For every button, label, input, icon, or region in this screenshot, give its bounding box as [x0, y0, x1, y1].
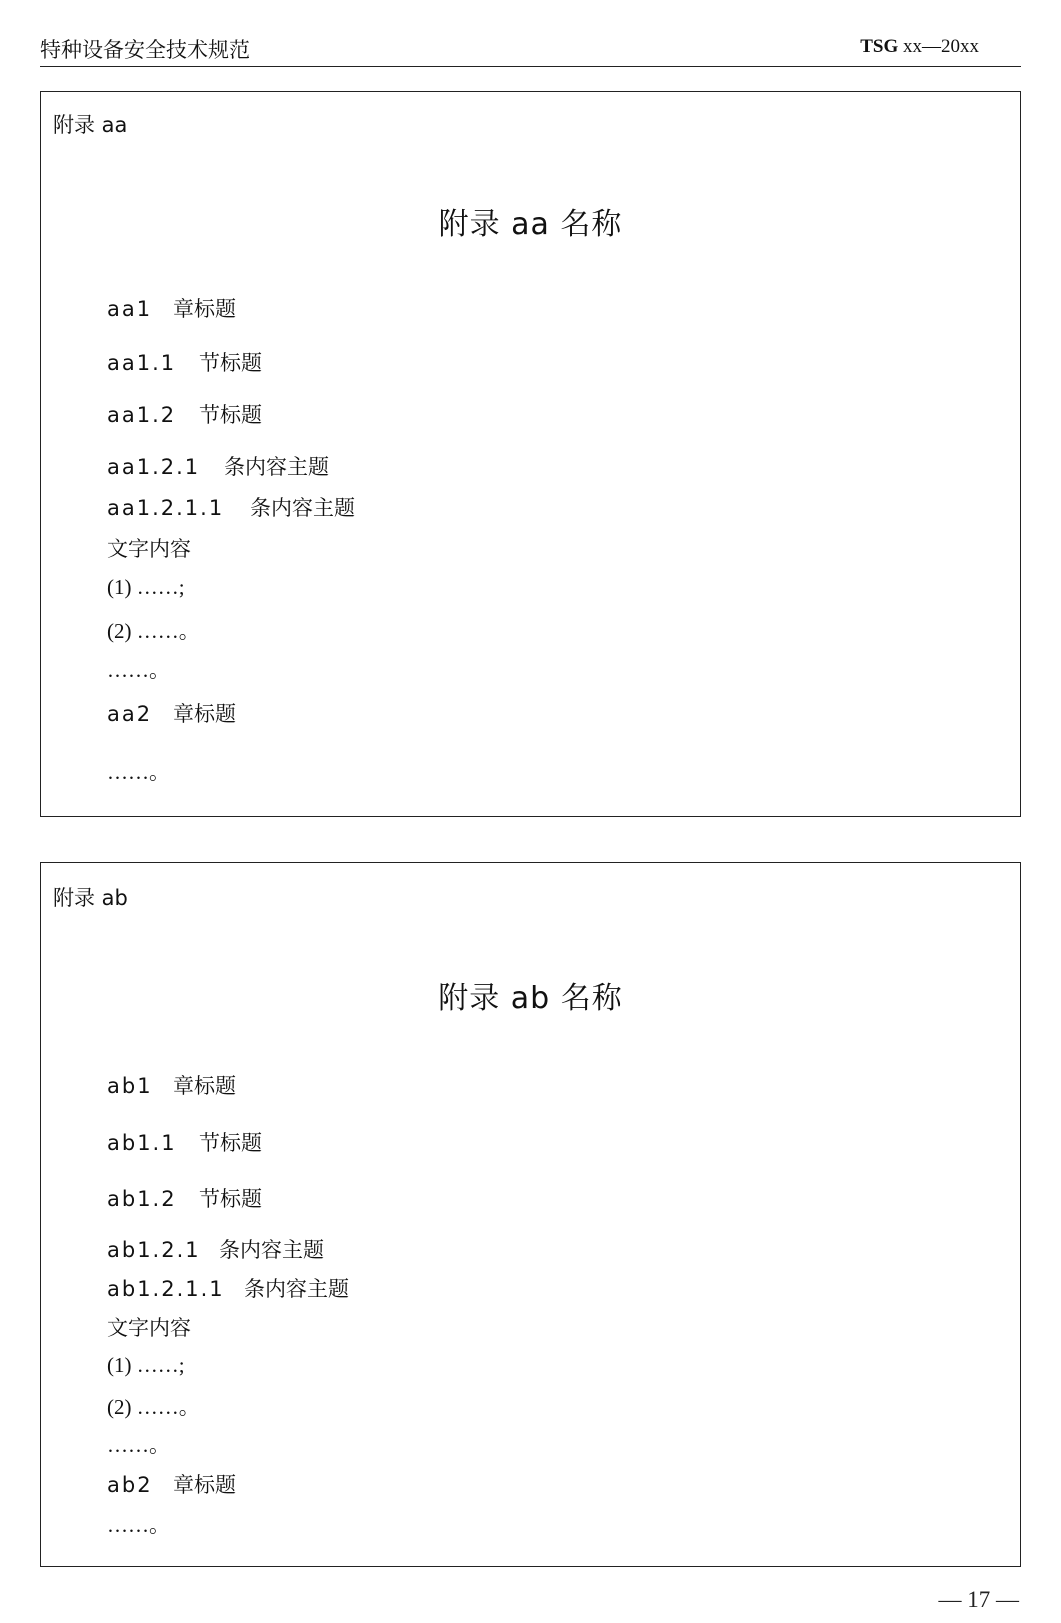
appendix-title: 附录 aa 名称 — [438, 207, 623, 242]
list-item: (1) ……; — [107, 1353, 185, 1377]
body-text: 文字内容 — [107, 537, 191, 561]
appendix-label: 附录 aa — [53, 113, 128, 137]
ellipsis-text: ……。 — [107, 1513, 170, 1537]
section-heading — [107, 399, 262, 429]
chapter-heading — [107, 1070, 236, 1100]
appendix-title: 附录 ab 名称 — [438, 981, 623, 1016]
heading-text: 条内容主题 — [219, 1238, 324, 1262]
heading-number: aa2 — [107, 702, 153, 726]
heading-number: aa1.2.1.1 — [107, 496, 225, 520]
section-heading — [107, 1127, 262, 1157]
subclause-heading — [107, 1273, 349, 1303]
heading-text: 章标题 — [173, 297, 236, 321]
heading-text: 章标题 — [173, 1074, 236, 1098]
heading-text: 条内容主题 — [224, 455, 329, 479]
heading-number: aa1.2.1 — [107, 455, 201, 479]
heading-number: ab1.1 — [107, 1131, 177, 1155]
page-number: — 17 — — [938, 1587, 1019, 1612]
heading-text: 章标题 — [173, 1473, 236, 1497]
heading-number: ab1.2.1.1 — [107, 1277, 225, 1301]
header-code-prefix: TSG — [860, 36, 899, 57]
heading-number: aa1.2 — [107, 403, 177, 427]
heading-text: 节标题 — [199, 1131, 262, 1155]
heading-number: ab2 — [107, 1473, 153, 1497]
appendix-label: 附录 ab — [53, 886, 128, 910]
clause-heading — [107, 1234, 324, 1264]
chapter-heading — [107, 1469, 236, 1499]
list-item: (2) ……。 — [107, 619, 200, 643]
list-item: (2) ……。 — [107, 1395, 200, 1419]
heading-text: 节标题 — [199, 1187, 262, 1211]
appendix-aa-box — [40, 91, 1021, 817]
list-item: (1) ……; — [107, 575, 185, 599]
header-code-rest: xx—20xx — [903, 36, 979, 57]
heading-number: ab1.2 — [107, 1187, 177, 1211]
section-heading — [107, 347, 262, 377]
clause-heading — [107, 451, 329, 481]
header-standard-code — [860, 36, 979, 58]
heading-number: ab1.2.1 — [107, 1238, 201, 1262]
heading-number: ab1 — [107, 1074, 153, 1098]
heading-number: aa1.1 — [107, 351, 177, 375]
heading-text: 条内容主题 — [250, 496, 355, 520]
heading-text: 节标题 — [199, 351, 262, 375]
ellipsis-text: ……。 — [107, 760, 170, 784]
heading-text: 章标题 — [173, 702, 236, 726]
header-rule — [40, 66, 1021, 67]
ellipsis-text: ……。 — [107, 658, 170, 682]
section-heading — [107, 1183, 262, 1213]
ellipsis-text: ……。 — [107, 1433, 170, 1457]
chapter-heading — [107, 293, 236, 323]
subclause-heading — [107, 492, 355, 522]
chapter-heading — [107, 698, 236, 728]
heading-text: 节标题 — [199, 403, 262, 427]
body-text: 文字内容 — [107, 1316, 191, 1340]
header-title: 特种设备安全技术规范 — [40, 38, 250, 62]
heading-number: aa1 — [107, 297, 153, 321]
heading-text: 条内容主题 — [244, 1277, 349, 1301]
appendix-ab-box — [40, 862, 1021, 1567]
